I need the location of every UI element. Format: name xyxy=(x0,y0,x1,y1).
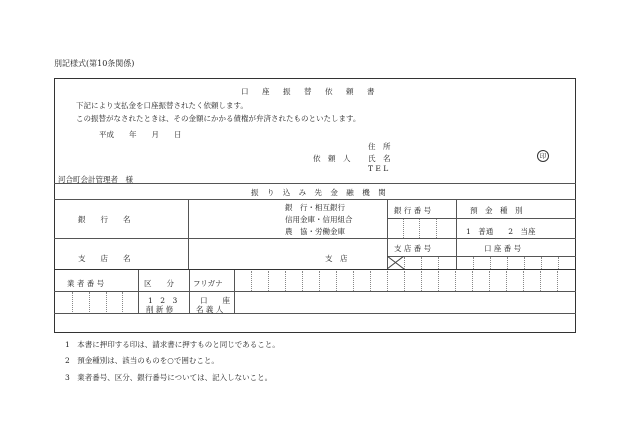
branch-suffix: 支 店 xyxy=(325,254,348,263)
form-title: 口 座 振 替 依 頼 書 xyxy=(241,87,378,96)
account-holder-label-2: 名 義 人 xyxy=(196,305,224,314)
account-holder-label-1: 口 座 xyxy=(200,296,230,305)
branch-number-input[interactable] xyxy=(405,258,455,268)
branch-number-label: 支 店 番 号 xyxy=(394,244,432,253)
seal-mark: 印 xyxy=(537,150,549,162)
tel-label: T E L xyxy=(368,164,389,173)
category-names: 削 新 修 xyxy=(146,305,174,314)
bank-name-label: 銀 行 名 xyxy=(78,215,131,224)
bank-number-label: 銀 行 番 号 xyxy=(394,206,432,215)
category-codes[interactable]: 1 2 3 xyxy=(148,296,178,305)
branch-name-input[interactable] xyxy=(191,242,311,266)
deposit-type-options[interactable]: 1 普通 2 当座 xyxy=(466,227,536,236)
deposit-type-label: 預 金 種 別 xyxy=(470,206,523,215)
category-label: 区 分 xyxy=(144,279,174,288)
note-item: 2 預金種別は、該当のものを○で囲むこと。 xyxy=(65,356,219,365)
intro-line-1: 下記により支払金を口座振替されたく依頼します。 xyxy=(76,101,248,110)
account-number-label: 口 座 番 号 xyxy=(484,244,522,253)
date-line[interactable]: 平成 年 月 日 xyxy=(99,130,182,139)
furigana-label: フリガナ xyxy=(193,279,223,288)
intro-line-2: この振替がなされたときは、その金額にかかる債権が弁済されたものといたします。 xyxy=(76,114,361,123)
bank-type-option[interactable]: 銀 行・相互銀行 xyxy=(285,203,345,212)
bank-number-input[interactable] xyxy=(389,222,455,238)
requester-label: 依 頼 人 xyxy=(313,154,351,163)
bank-type-option[interactable]: 信用金庫・信用組合 xyxy=(285,215,353,224)
bank-type-option[interactable]: 農 協・労働金庫 xyxy=(285,227,345,236)
branch-name-label: 支 店 名 xyxy=(78,254,131,263)
name-label: 氏 名 xyxy=(368,154,391,163)
crossed-box-icon xyxy=(387,256,404,269)
addressee: 河合町会計管理者 様 xyxy=(58,175,133,184)
bank-section-title: 振 り 込 み 先 金 融 機 関 xyxy=(251,188,389,197)
address-label: 住 所 xyxy=(368,142,391,151)
vendor-number-input[interactable] xyxy=(56,294,136,312)
note-item: 3 業者番号、区分、銀行番号については、記入しないこと。 xyxy=(65,373,273,382)
furigana-input[interactable] xyxy=(236,273,574,289)
account-holder-input[interactable] xyxy=(236,294,574,312)
account-number-input[interactable] xyxy=(457,258,575,268)
note-item: 1 本書に押印する印は、請求書に押すものと同じであること。 xyxy=(65,340,280,349)
vendor-number-label: 業 者 番 号 xyxy=(67,279,105,288)
form-label: 別記様式(第10条関係) xyxy=(54,59,135,68)
